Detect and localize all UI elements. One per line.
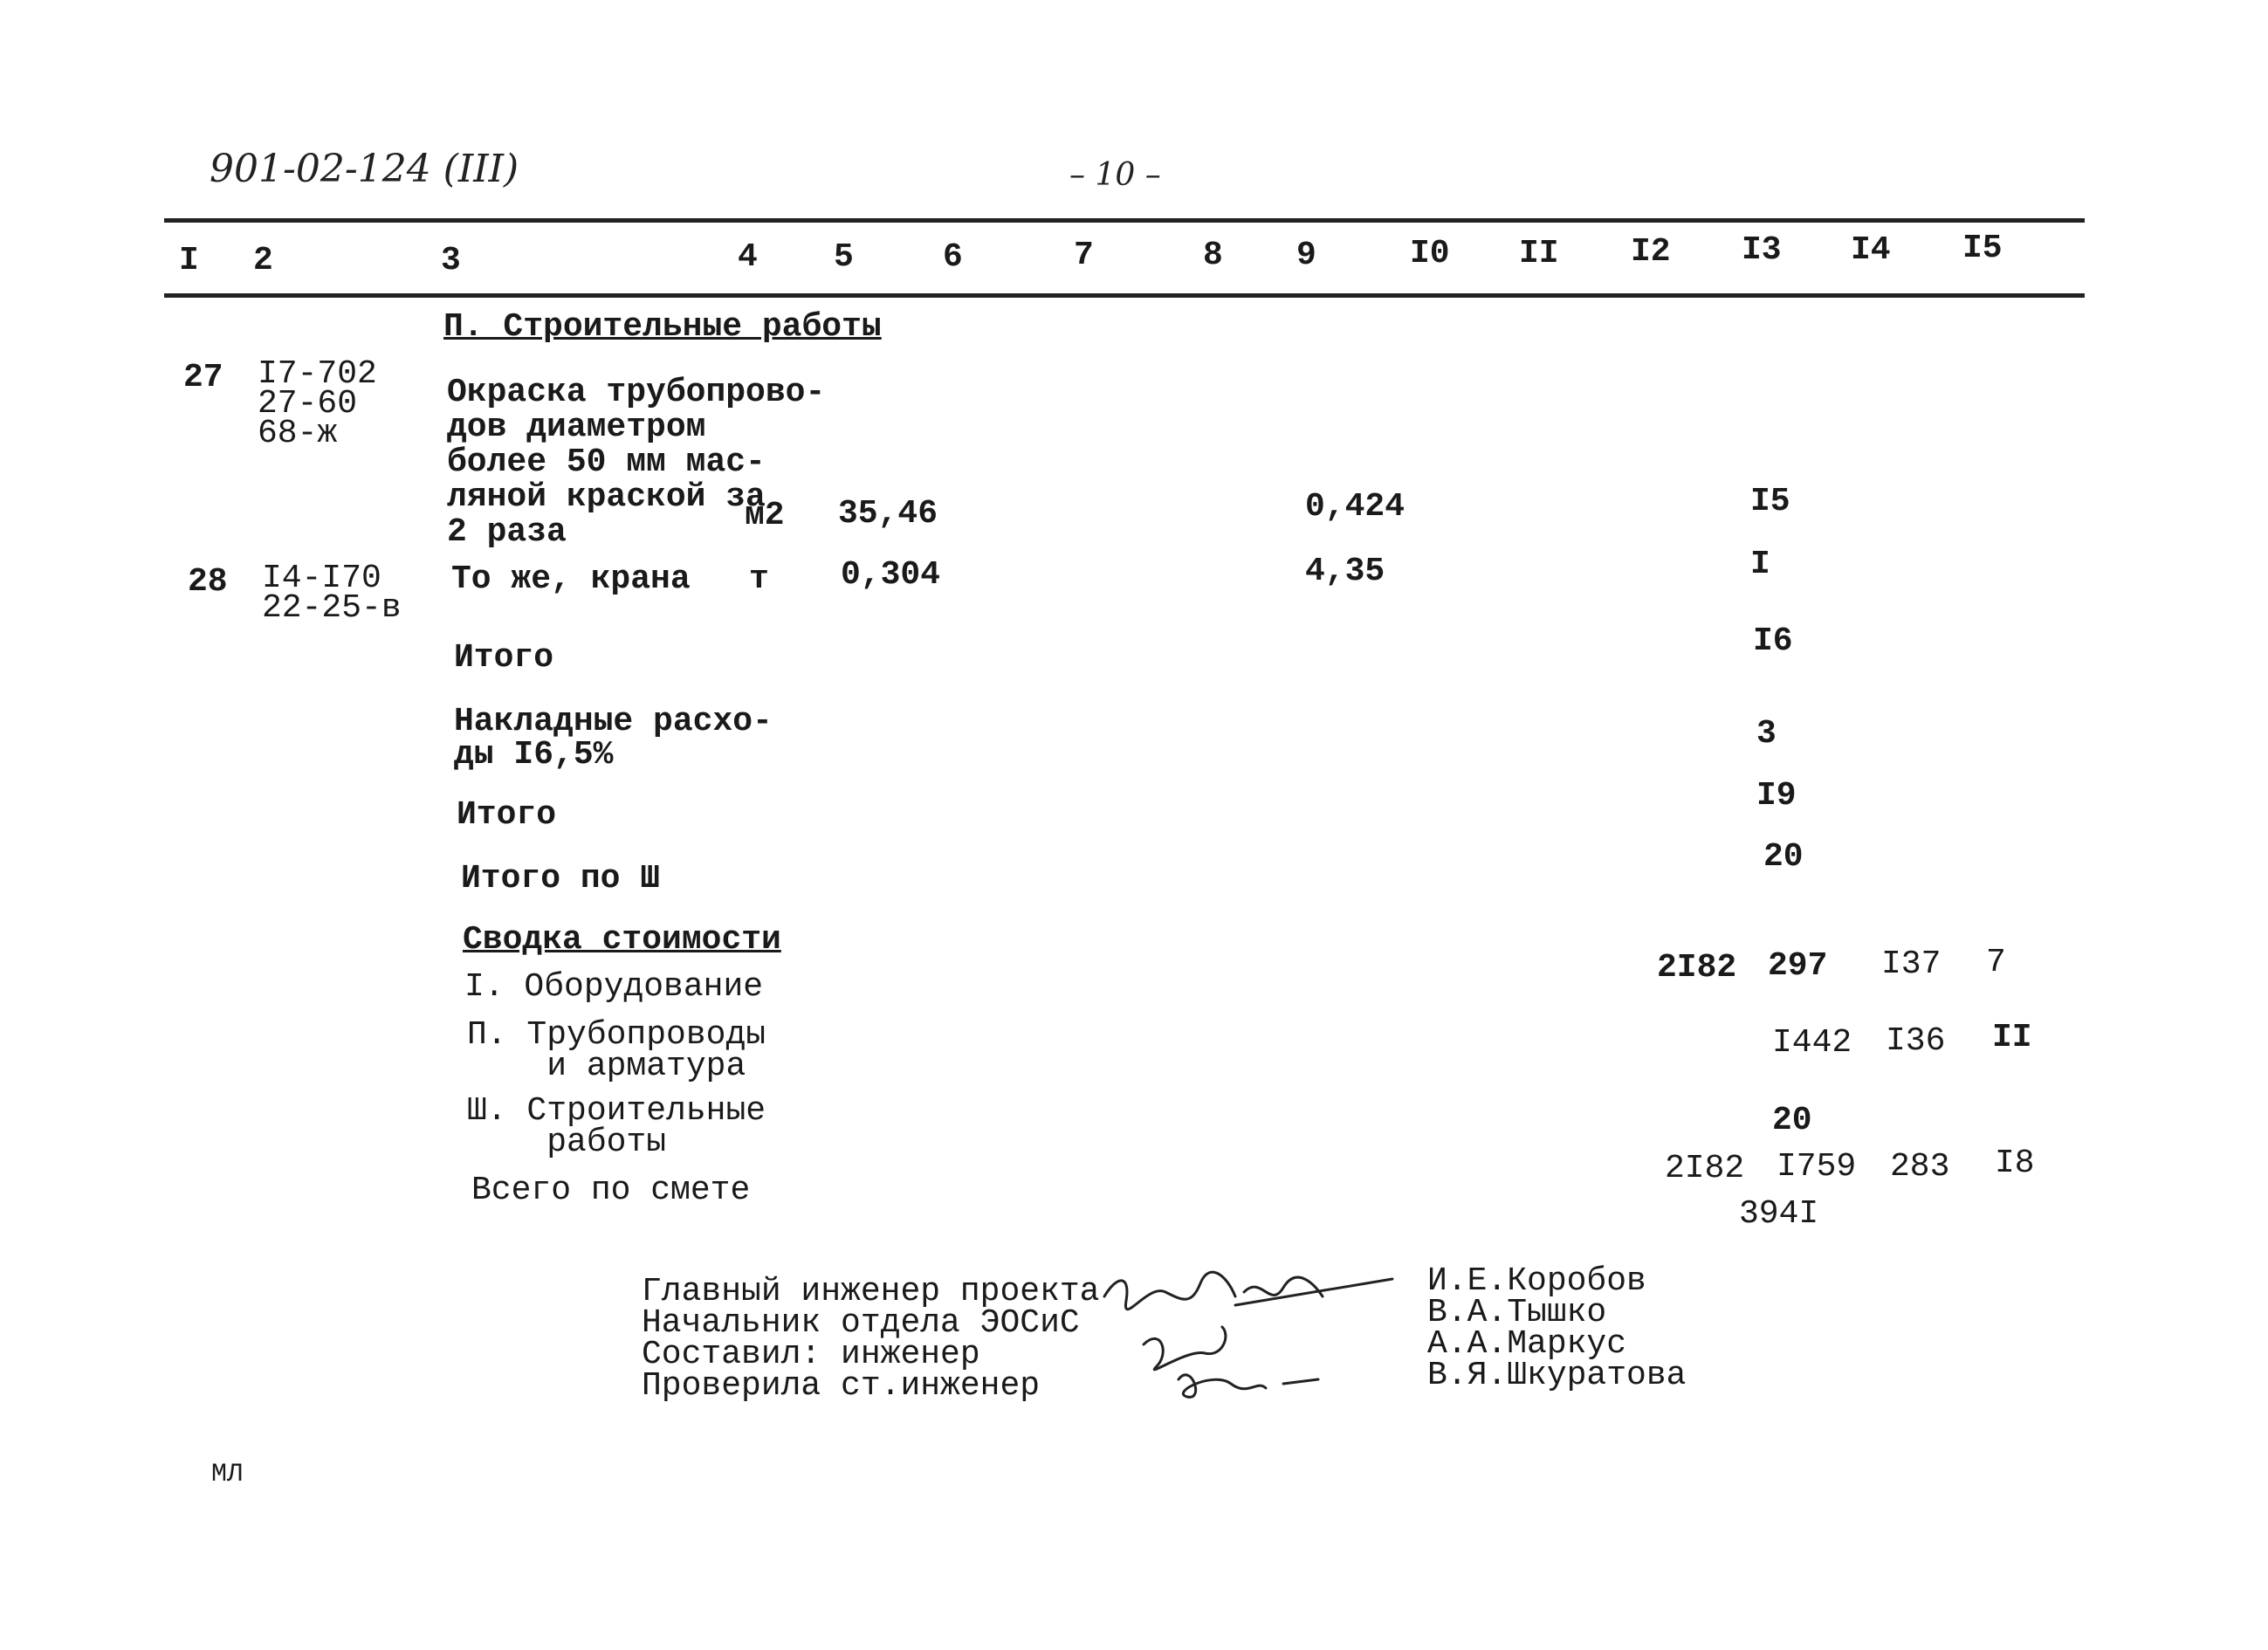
subtotal-value: I9 (1756, 777, 1797, 815)
section-title: П. Строительные работы (443, 308, 882, 346)
norm-code: I7-702 27-60 68-ж (258, 355, 377, 452)
summary-total-c13: I759 (1777, 1148, 1857, 1186)
column-header: 6 (943, 238, 963, 276)
quantity: 0,304 (841, 556, 941, 594)
summary-label: I. Оборудование (464, 968, 764, 1006)
summary-total-c14: 283 (1890, 1148, 1950, 1186)
summary-c14: I37 (1881, 945, 1942, 983)
summary-c13: I442 (1772, 1024, 1852, 1062)
summary-label: П. Трубопроводы и арматура (467, 1016, 766, 1085)
overhead-label: Накладные расхо- ды I6,5% (454, 703, 773, 773)
summary-title: Сводка стоимости (463, 921, 781, 959)
column-header: I4 (1851, 231, 1891, 269)
footer-mark: МЛ (211, 1460, 244, 1489)
unit: м2 (745, 497, 785, 534)
column-header: 7 (1074, 237, 1094, 274)
summary-c15: II (1992, 1019, 2032, 1056)
summary-total-c15: I8 (1995, 1145, 2035, 1182)
column-header: 9 (1296, 237, 1316, 274)
column-header: 5 (834, 238, 854, 276)
handwritten-signature (1126, 1318, 1353, 1406)
total-cost: I (1750, 546, 1770, 583)
column-header: 4 (738, 238, 758, 276)
work-description: То же, крана (451, 560, 691, 598)
column-header: II (1519, 235, 1559, 272)
signature-role: Составил: инженер (642, 1336, 980, 1373)
document-code: 901-02-124 (III) (210, 147, 519, 191)
column-header: I (179, 242, 199, 279)
summary-c15: 7 (1986, 944, 2006, 981)
overhead-value: 3 (1756, 715, 1777, 753)
norm-code: I4-I70 22-25-в (262, 560, 402, 627)
summary-c12: 2I82 (1657, 949, 1737, 987)
signatory-name: В.А.Тышко (1427, 1294, 1607, 1331)
signatory-name: В.Я.Шкуратова (1427, 1357, 1687, 1394)
summary-c13: 297 (1768, 947, 1828, 985)
section-total-value: 20 (1763, 838, 1804, 876)
quantity: 35,46 (838, 495, 938, 533)
signatory-name: И.Е.Коробов (1427, 1262, 1646, 1300)
column-header: I0 (1410, 235, 1450, 272)
column-header: 2 (253, 242, 273, 279)
subtotal-value: I6 (1753, 622, 1793, 660)
summary-c13: 20 (1772, 1102, 1812, 1139)
summary-c14: I36 (1886, 1022, 1946, 1060)
unit-cost: 4,35 (1305, 553, 1385, 590)
header-bottom-rule (164, 293, 2085, 298)
signature-role: Начальник отдела ЭОСиС (642, 1304, 1080, 1342)
subtotal-label: Итого (454, 639, 554, 677)
work-description: Окраска трубопрово- дов диаметром более 50 мм мас- ляной краской за 2 раза (447, 374, 826, 551)
column-header: I2 (1631, 233, 1671, 271)
unit-cost: 0,424 (1305, 488, 1405, 526)
summary-total-c12: 2I82 (1665, 1150, 1745, 1187)
signature-role: Главный инженер проекта (642, 1273, 1100, 1310)
column-header: 8 (1203, 237, 1223, 274)
grand-total: 394I (1739, 1195, 1819, 1233)
subtotal-label: Итого (457, 796, 557, 834)
header-top-rule (164, 218, 2085, 223)
page-number: – 10 – (1069, 157, 1161, 193)
signatory-name: А.А.Маркус (1427, 1325, 1627, 1363)
section-total-label: Итого по Ш (461, 860, 661, 897)
total-cost: I5 (1750, 483, 1790, 520)
handwritten-signature (1096, 1257, 1410, 1327)
signature-role: Проверила ст.инженер (642, 1367, 1041, 1405)
row-number: 28 (188, 563, 228, 601)
summary-total-label: Всего по смете (471, 1172, 751, 1209)
row-number: 27 (183, 359, 223, 396)
column-header: I3 (1742, 231, 1782, 269)
unit: т (749, 560, 769, 598)
column-header: 3 (441, 242, 461, 279)
column-header: I5 (1962, 230, 2003, 267)
summary-label: Ш. Строительные работы (467, 1092, 766, 1161)
